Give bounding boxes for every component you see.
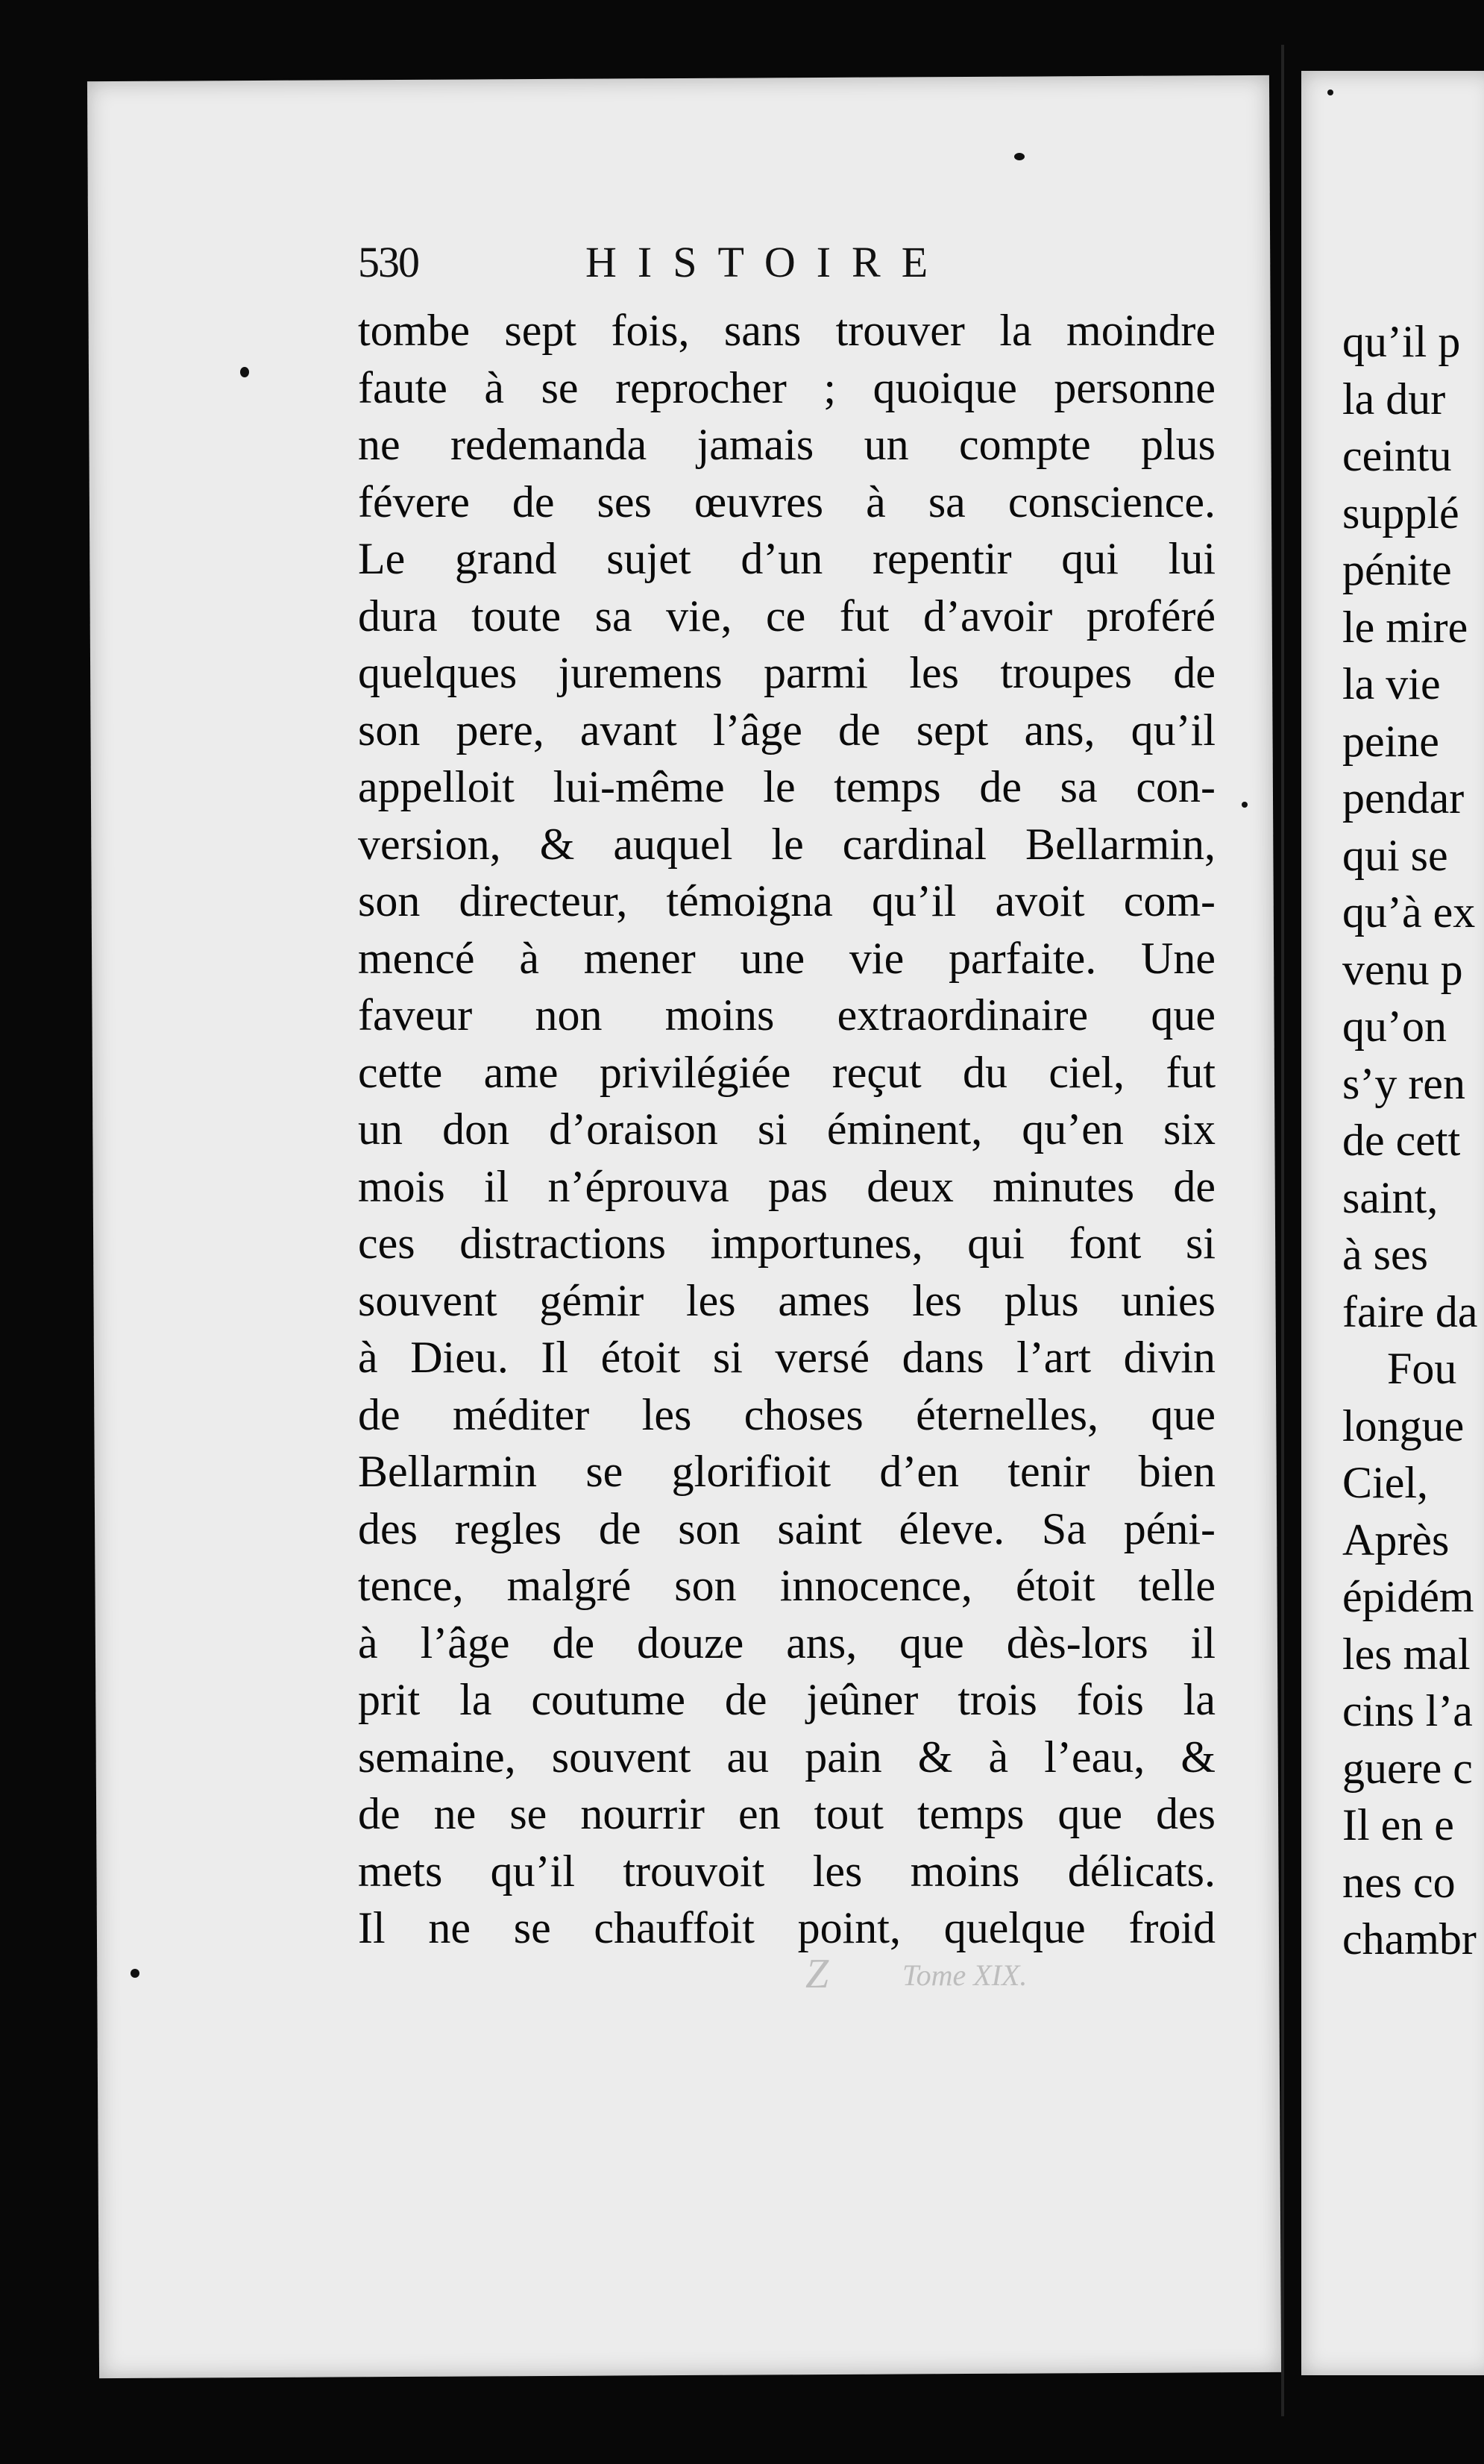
text-line: mois il n’éprouva pas deux minutes de — [358, 1161, 1216, 1211]
text-line: Le grand sujet d’un repentir qui lui — [358, 534, 1216, 583]
page-header — [358, 237, 1074, 297]
text-line: qui se — [1342, 830, 1448, 880]
running-title: HISTOIRE — [585, 238, 949, 286]
text-line: quelques juremens parmi les troupes de — [358, 648, 1216, 697]
left-page-text — [358, 302, 1216, 1957]
text-line: guere c — [1342, 1743, 1473, 1793]
text-line: venu p — [1342, 944, 1463, 994]
text-line: de méditer les choses éternelles, que — [358, 1389, 1216, 1439]
text-line: le mire — [1342, 602, 1468, 652]
text-line: ces distractions importunes, qui font si — [358, 1219, 1216, 1268]
text-line: à l’âge de douze ans, que dès-lors il — [358, 1618, 1216, 1668]
text-line: souvent gémir les ames les plus unies — [358, 1275, 1216, 1325]
text-line: les mal — [1342, 1629, 1471, 1679]
text-line: qu’il p — [1342, 317, 1461, 366]
ink-speck — [1242, 802, 1248, 808]
text-line: Bellarmin se glorifioit d’en tenir bien — [358, 1447, 1216, 1496]
text-line: dura toute sa vie, ce fut d’avoir proféré — [358, 591, 1216, 641]
text-line: de cett — [1342, 1116, 1461, 1165]
text-line: la dur — [1342, 374, 1446, 424]
text-line: faire da — [1342, 1286, 1478, 1336]
text-line: Ciel, — [1342, 1458, 1428, 1507]
text-line: tombe sept fois, sans trouver la moindre — [358, 306, 1216, 355]
text-line: Il ne se chauffoit point, quelque froid — [358, 1903, 1216, 1952]
text-line: nes co — [1342, 1857, 1456, 1907]
text-line: à Dieu. Il étoit si versé dans l’art divin — [358, 1333, 1216, 1382]
text-line: la vie — [1342, 659, 1441, 708]
text-line: tence, malgré son innocence, étoit telle — [358, 1561, 1216, 1610]
text-line: saint, — [1342, 1172, 1439, 1222]
ink-speck — [131, 1969, 139, 1978]
text-line: peine — [1342, 716, 1439, 766]
text-line: prit la coutume de jeûner trois fois la — [358, 1675, 1216, 1724]
text-line: Fou — [1387, 1344, 1457, 1393]
text-line: un don d’oraison si éminent, qu’en six — [358, 1104, 1216, 1154]
text-line: des regles de son saint éleve. Sa péni- — [358, 1503, 1216, 1553]
text-line: pénite — [1342, 545, 1452, 594]
bleed-through-text: Z — [805, 1951, 829, 1997]
text-line: pendar — [1342, 773, 1465, 823]
text-line: semaine, souvent au pain & à l’eau, & — [358, 1732, 1216, 1782]
text-line: Il en e — [1342, 1800, 1454, 1849]
text-line: de ne se nourrir en tout temps que des — [358, 1789, 1216, 1838]
right-page-text — [1342, 313, 1484, 1968]
page-gutter — [1281, 45, 1284, 2416]
bleed-through-text: Tome XIX. — [902, 1958, 1028, 1992]
text-line: longue — [1342, 1401, 1465, 1451]
text-line: qu’on — [1342, 1002, 1447, 1051]
text-line: épidém — [1342, 1572, 1474, 1621]
text-line: Après — [1342, 1515, 1450, 1565]
text-line: son pere, avant l’âge de sept ans, qu’il — [358, 705, 1216, 755]
text-line: appelloit lui-même le temps de sa con- — [358, 762, 1216, 811]
text-line: févere de ses œuvres à sa conscience. — [358, 477, 1216, 527]
text-line: s’y ren — [1342, 1058, 1465, 1108]
text-line: chambr — [1342, 1914, 1477, 1964]
ink-speck — [240, 367, 249, 377]
ink-speck — [1014, 153, 1025, 160]
text-line: cette ame privilégiée reçut du ciel, fut — [358, 1047, 1216, 1097]
text-line: ne redemanda jamais un compte plus — [358, 420, 1216, 469]
text-line: qu’à ex — [1342, 887, 1476, 937]
text-line: ceintu — [1342, 431, 1452, 480]
text-line: à ses — [1342, 1230, 1428, 1279]
page-number: 530 — [358, 238, 418, 286]
text-line: son directeur, témoigna qu’il avoit com- — [358, 876, 1216, 925]
text-line: cins l’a — [1342, 1686, 1473, 1735]
text-line: faute à se reprocher ; quoique personne — [358, 362, 1216, 412]
text-line: mencé à mener une vie parfaite. Une — [358, 933, 1216, 983]
text-line: version, & auquel le cardinal Bellarmin, — [358, 819, 1216, 869]
ink-speck — [1327, 89, 1333, 95]
text-line: faveur non moins extraordinaire que — [358, 990, 1216, 1040]
text-line: mets qu’il trouvoit les moins délicats. — [358, 1846, 1216, 1896]
text-line: supplé — [1342, 488, 1459, 538]
